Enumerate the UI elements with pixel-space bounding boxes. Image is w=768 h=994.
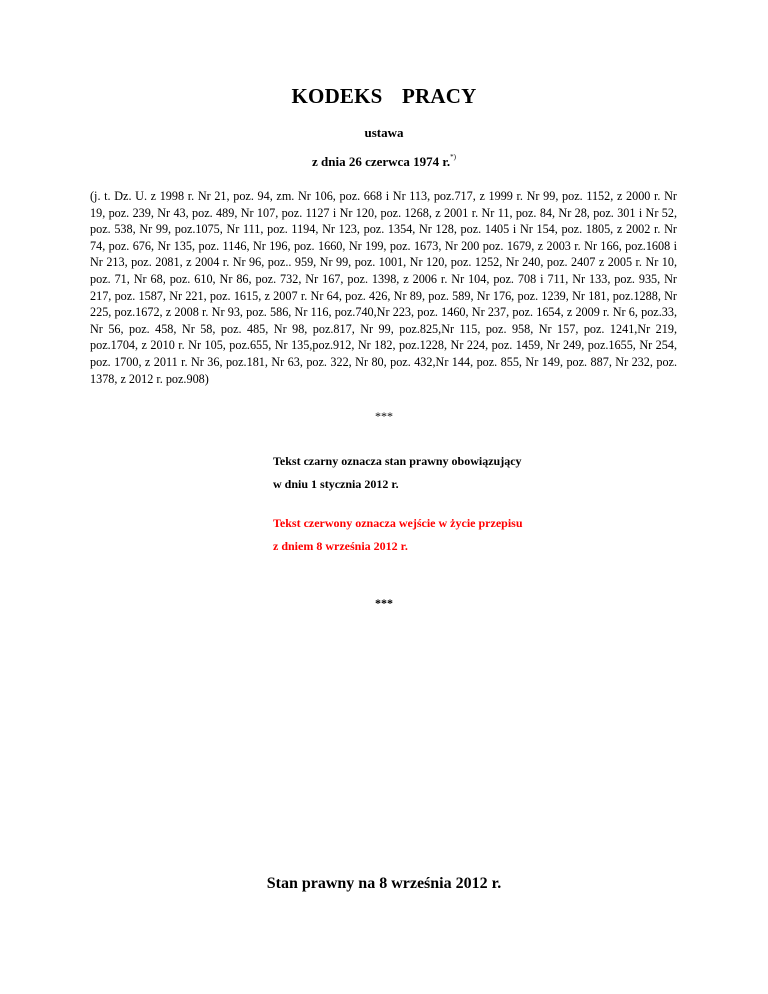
note-red-line-2: z dniem 8 września 2012 r. [273,539,408,553]
document-title: KODEKS PRACY [291,84,477,108]
document-subtitle: ustawa [364,125,404,140]
note-black-line-2: w dniu 1 stycznia 2012 r. [273,477,399,491]
legal-status-footer: Stan prawny na 8 września 2012 r. [266,875,502,892]
note-red-line-1: Tekst czerwony oznacza wejście w życie przepisu [273,516,523,530]
legal-citation: (j. t. Dz. U. z 1998 r. Nr 21, poz. 94, zm. Nr 106, poz. 668 i Nr 113, poz.717, z 1999 r. Nr 99, poz. 1152, z 2000 r. Nr 19, poz. 239, Nr 43, poz. 489, Nr 107, poz. 1127 i Nr 120, poz. 1268, z 2001 r. Nr 11, poz. 84, Nr 28, poz. 301 i Nr 52, poz. 538, Nr 99, poz.1075, Nr 111, poz. 1194, Nr 123, poz. 1354, Nr 128, poz. 1405 i Nr 154, poz. 1805, z 2002 r. Nr 74, poz. 676, Nr 135, poz. 1146, Nr 196, poz. 1660, Nr 199, poz. 1673, Nr 200 poz. 1679, z 2003 r. Nr 166, poz.1608 i Nr 213, poz. 2081, z 2004 r. Nr 96, poz.. 959, Nr 99, poz. 1001, Nr 120, poz. 1252, Nr 240, poz. 2407 z 2005 r. Nr 10, poz. 71, Nr 68, poz. 610, Nr 86, poz. 732, Nr 167, poz. 1398, z 2006 r. Nr 104, poz. 708 i 711, Nr 133, poz. 935, Nr 217, poz. 1587, Nr 221, poz. 1615, z 2007 r. Nr 64, poz. 426, Nr 89, poz. 589, Nr 176, poz. 1239, Nr 181, poz.1288, Nr 225, poz.1672, z 2008 r. Nr 93, poz. 586, Nr 116, poz.740,Nr 223, poz. 1460, Nr 237, poz. 1654, z 2009 r. Nr 6, poz.33, Nr 56, poz. 458, Nr 58, poz. 485, Nr 98, poz.817, Nr 99, poz.825,Nr 115, poz. 958, Nr 157, poz. 1241,Nr 219, poz.1704, z 2010 r. Nr 105, poz.655, Nr 135,poz.912, Nr 182, poz.1228, Nr 224, poz. 1459, Nr 249, poz.1655, Nr 254, poz. 1700, z 2011 r. Nr 36, poz.181, Nr 63, poz. 322, Nr 80, poz. 432,Nr 144, poz. 855, Nr 149, poz. 887, Nr 232, poz. 1378, z 2012 r. poz.908) [90,189,677,386]
document-date [0,154,768,170]
note-black-line-1: Tekst czarny oznacza stan prawny obowiązujący [273,454,522,468]
date-text: z dnia 26 czerwca 1974 r. [311,154,451,169]
separator-stars: *** [375,409,393,423]
footnote-marker: *) [450,152,456,161]
separator-stars-bottom: *** [375,596,393,610]
